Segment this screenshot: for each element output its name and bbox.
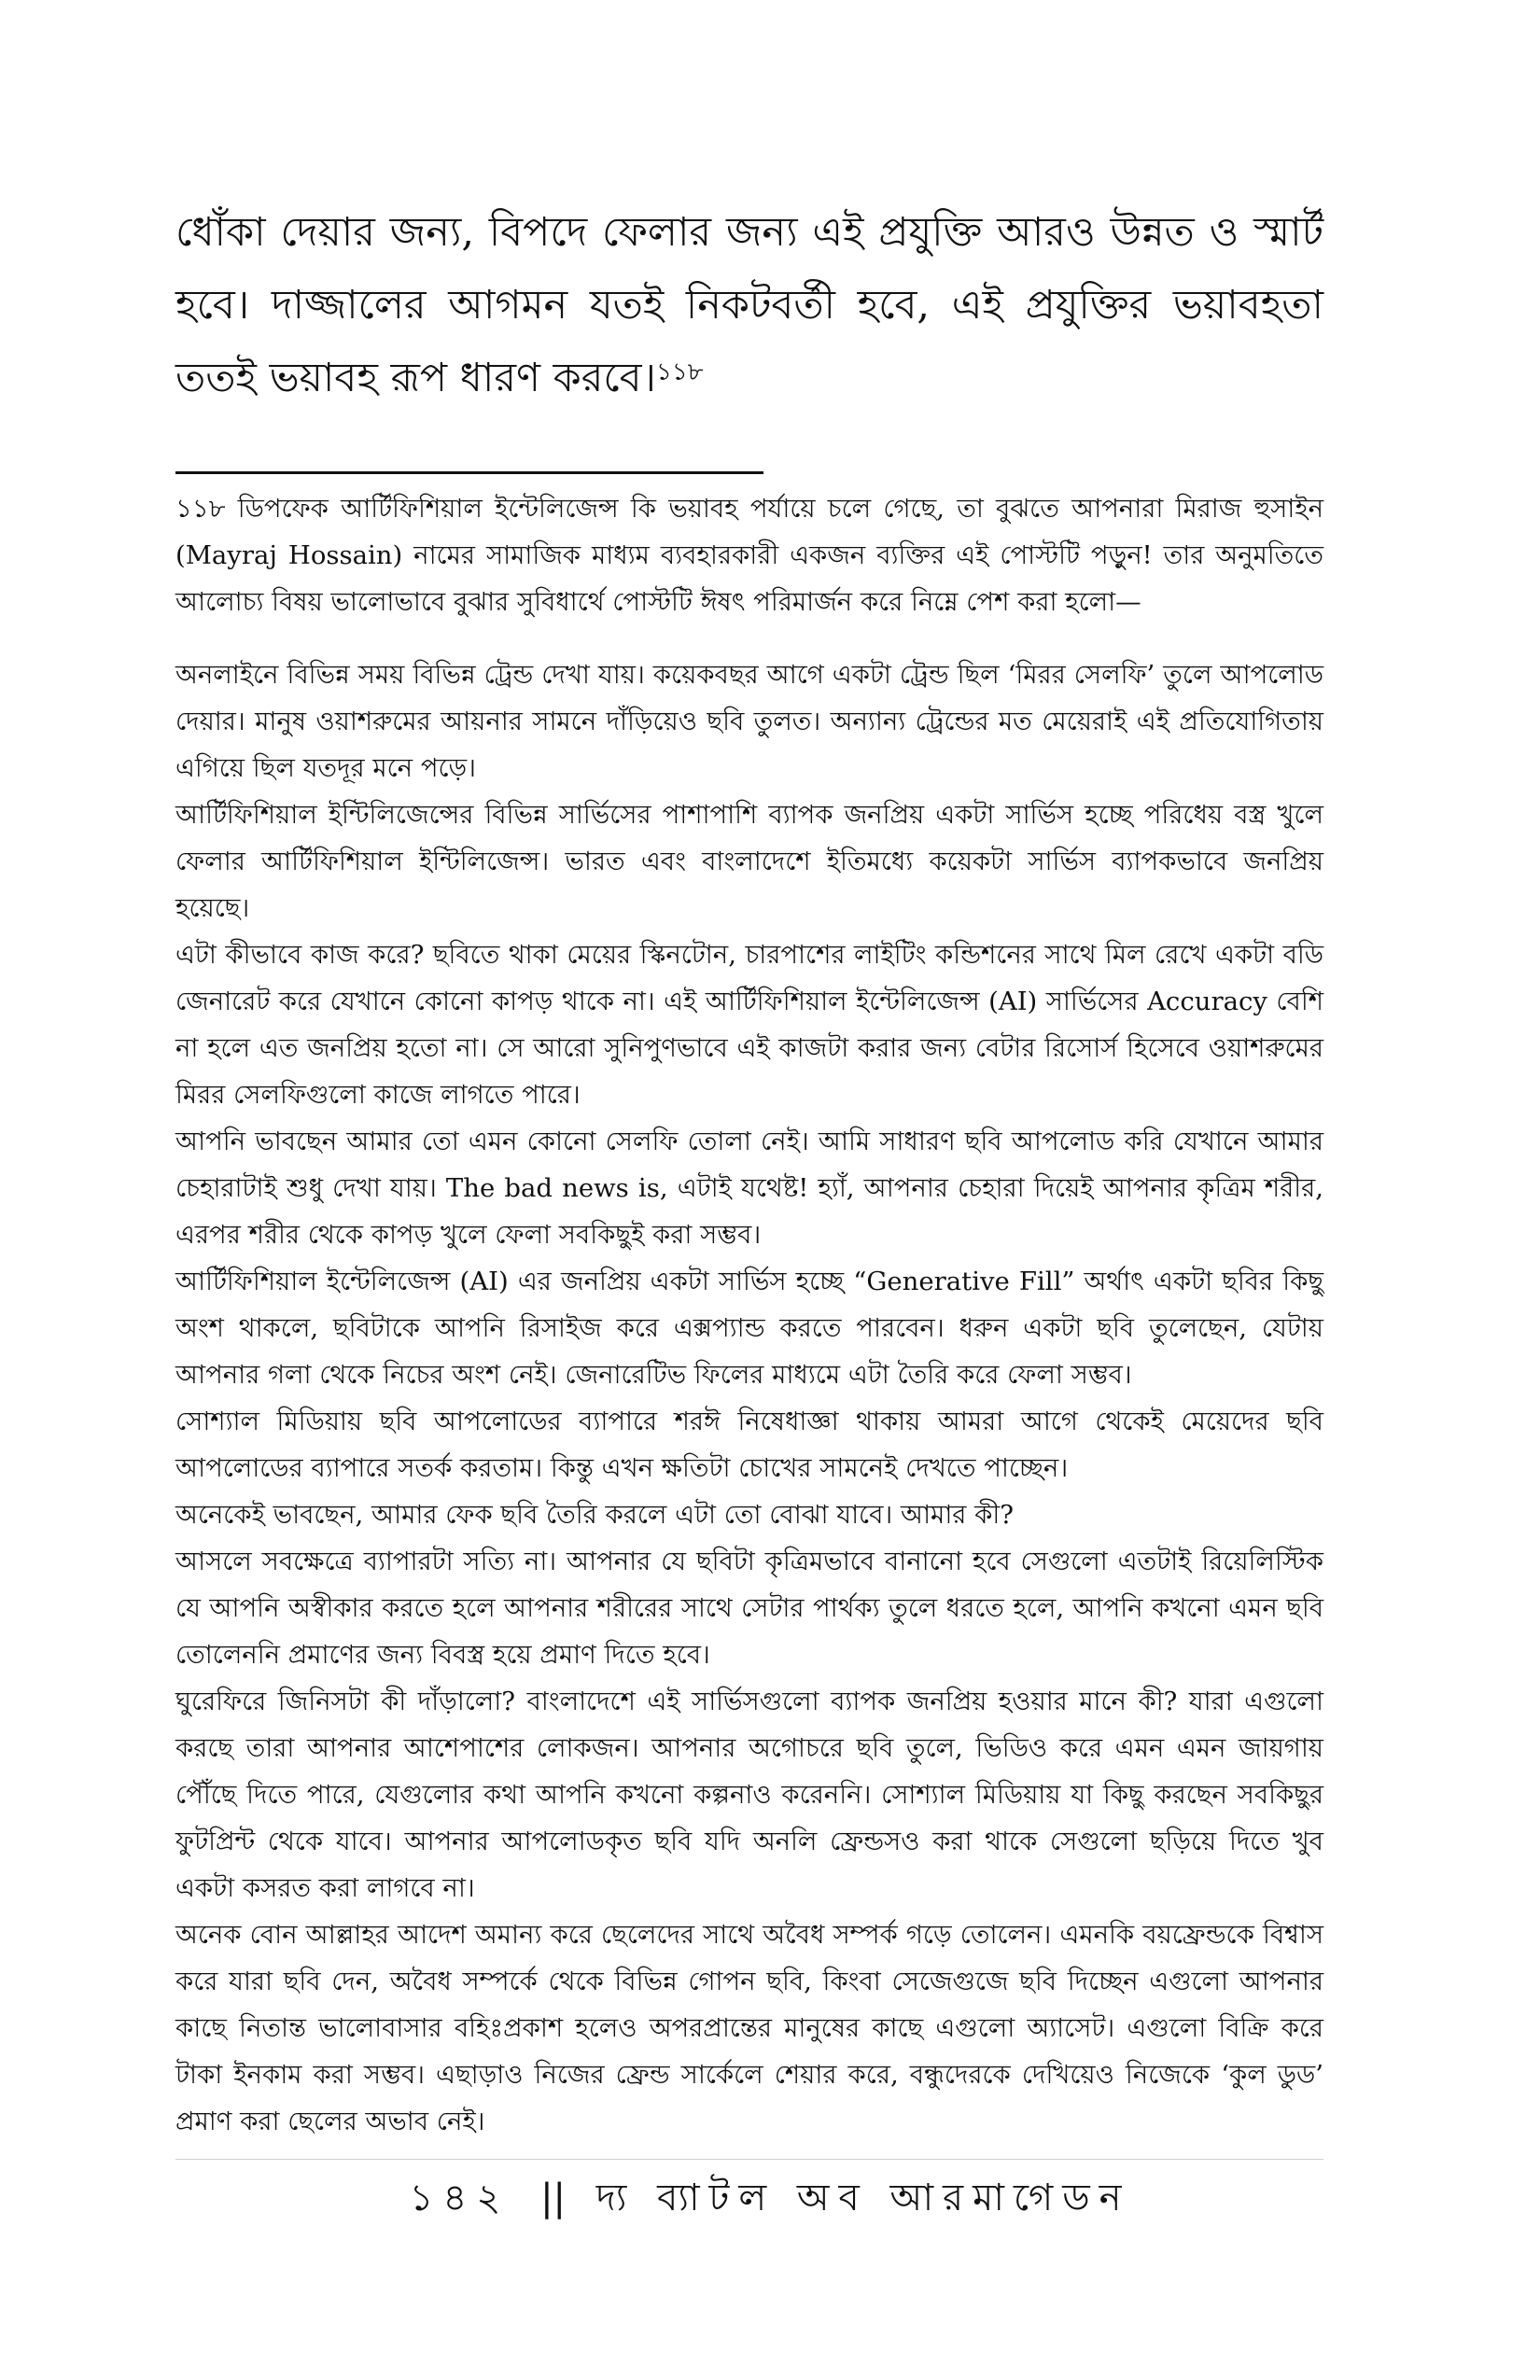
footnote-paragraph: আর্টিফিশিয়াল ইন্টেলিজেন্স (AI) এর জনপ্রিয় একটা সার্ভিস হচ্ছে “Generative Fill” অর্থাৎ একটা ছবির কিছু অংশ থাকলে, ছবিটাকে আপনি রিসাইজ করে এক্সপ্যান্ড করতে পারবেন। ধরুন একটা ছবি তুলেছেন, যেটায় আপনার গলা থেকে নিচের অংশ নেই। জেনারেটিভ ফিলের মাধ্যমে এটা তৈরি করে ফেলা সম্ভব। (175, 1267, 1323, 1390)
footer-separator: || (540, 2177, 567, 2219)
footnote-paragraph: আর্টিফিশিয়াল ইন্টিলিজেন্সের বিভিন্ন সার্ভিসের পাশাপাশি ব্যাপক জনপ্রিয় একটা সার্ভিস হচ্ছে পরিধেয় বস্ত্র খুলে ফেলার আর্টিফিশিয়াল ইন্টিলিজেন্স। ভারত এবং বাংলাদেশে ইতিমধ্যে কয়েকটা সার্ভিস ব্যাপকভাবে জনপ্রিয় হয়েছে। (175, 800, 1323, 923)
main-text: ধোঁকা দেয়ার জন্য, বিপদে ফেলার জন্য এই প্রযুক্তি আরও উন্নত ও স্মার্ট হবে। দাজ্জালের আগমন যতই নিকটবর্তী হবে, এই প্রযুক্তির ভয়াবহতা ততই ভয়াবহ রূপ ধারণ করবে। (175, 209, 1323, 401)
footer-divider (175, 2159, 1323, 2160)
footnote-paragraph: আপনি ভাবছেন আমার তো এমন কোনো সেলফি তোলা নেই। আমি সাধারণ ছবি আপলোড করি যেখানে আমার চেহারাটাই শুধু দেখা যায়। The bad news is, এটাই যথেষ্ট! হ্যাঁ, আপনার চেহারা দিয়েই আপনার কৃত্রিম শরীর, এরপর শরীর থেকে কাপড় খুলে ফেলা সবকিছুই করা সম্ভব। (175, 1127, 1323, 1250)
footnote-paragraph: এটা কীভাবে কাজ করে? ছবিতে থাকা মেয়ের স্কিনটোন, চারপাশের লাইটিং কন্ডিশনের সাথে মিল রেখে একটা বডি জেনারেট করে যেখানে কোনো কাপড় থাকে না। এই আর্টিফিশিয়াল ইন্টেলিজেন্স (AI) সার্ভিসের Accuracy বেশি না হলে এত জনপ্রিয় হতো না। সে আরো সুনিপুণভাবে এই কাজটা করার জন্য বেটার রিসোর্স হিসেবে ওয়াশরুমের মিরর সেলফিগুলো কাজে লাগতে পারে। (175, 940, 1323, 1110)
footnote-paragraph: অনেক বোন আল্লাহর আদেশ অমান্য করে ছেলেদের সাথে অবৈধ সম্পর্ক গড়ে তোলেন। এমনকি বয়ফ্রেন্ডকে বিশ্বাস করে যারা ছবি দেন, অবৈধ সম্পর্কে থেকে বিভিন্ন গোপন ছবি, কিংবা সেজেগুজে ছবি দিচ্ছেন এগুলো আপনার কাছে নিতান্ত ভালোবাসার বহিঃপ্রকাশ হলেও অপরপ্রান্তের মানুষের কাছে এগুলো অ্যাসেট। এগুলো বিক্রি করে টাকা ইনকাম করা সম্ভব। এছাড়াও নিজের ফ্রেন্ড সার্কেলে শেয়ার করে, বন্ধুদেরকে দেখিয়েও নিজেকে ‘কুল ডুড’ প্রমাণ করা ছেলের অভাব নেই। (175, 1920, 1323, 2136)
page-footer (0, 2170, 1540, 2226)
footnote-reference: ১১৮ (655, 358, 704, 386)
footnote-divider (175, 471, 763, 474)
main-paragraph (175, 196, 1323, 414)
footnote-paragraph: ঘুরেফিরে জিনিসটা কী দাঁড়ালো? বাংলাদেশে এই সার্ভিসগুলো ব্যাপক জনপ্রিয় হওয়ার মানে কী? যারা এগুলো করছে তারা আপনার আশেপাশের লোকজন। আপনার অগোচরে ছবি তুলে, ভিডিও করে এমন এমন জায়গায় পৌঁছে দিতে পারে, যেগুলোর কথা আপনি কখনো কল্পনাও করেননি। সোশ্যাল মিডিয়ায় যা কিছু করছেন সবকিছুর ফুটপ্রিন্ট থেকে যাবে। আপনার আপলোডকৃত ছবি যদি অনলি ফ্রেন্ডসও করা থাকে সেগুলো ছড়িয়ে দিতে খুব একটা কসরত করা লাগবে না। (175, 1687, 1323, 1903)
page-number: ১৪২ (409, 2177, 511, 2219)
footnote-paragraph: আসলে সবক্ষেত্রে ব্যাপারটা সত্যি না। আপনার যে ছবিটা কৃত্রিমভাবে বানানো হবে সেগুলো এতটাই রিয়েলিস্টিক যে আপনি অস্বীকার করতে হলে আপনার শরীরের সাথে সেটার পার্থক্য তুলে ধরতে হলে, আপনি কখনো এমন ছবি তোলেননি প্রমাণের জন্য বিবস্ত্র হয়ে প্রমাণ দিতে হবে। (175, 1547, 1323, 1670)
footnote-intro: ১১৮ ডিপফেক আর্টিফিশিয়াল ইন্টেলিজেন্স কি ভয়াবহ পর্যায়ে চলে গেছে, তা বুঝতে আপনারা মিরাজ হুসাইন (Mayraj Hossain) নামের সামাজিক মাধ্যম ব্যবহারকারী একজন ব্যক্তির এই পোস্টটি পড়ুন! তার অনুমতিতে আলোচ্য বিষয় ভালোভাবে বুঝার সুবিধার্থে পোস্টটি ঈষৎ পরিমার্জন করে নিম্নে পেশ করা হলো— (175, 494, 1323, 617)
footnote-paragraph: অনেকেই ভাবছেন, আমার ফেক ছবি তৈরি করলে এটা তো বোঝা যাবে। আমার কী? (175, 1500, 1015, 1530)
footnote-section (175, 485, 1323, 2145)
footnote-paragraph: অনলাইনে বিভিন্ন সময় বিভিন্ন ট্রেন্ড দেখা যায়। কয়েকবছর আগে একটা ট্রেন্ড ছিল ‘মিরর সেলফি’ তুলে আপলোড দেয়ার। মানুষ ওয়াশরুমের আয়নার সামনে দাঁড়িয়েও ছবি তুলত। অন্যান্য ট্রেন্ডের মত মেয়েরাই এই প্রতিযোগিতায় এগিয়ে ছিল যতদূর মনে পড়ে। (175, 660, 1323, 783)
footnote-paragraph: সোশ্যাল মিডিয়ায় ছবি আপলোডের ব্যাপারে শরঈ নিষেধাজ্ঞা থাকায় আমরা আগে থেকেই মেয়েদের ছবি আপলোডের ব্যাপারে সতর্ক করতাম। কিন্তু এখন ক্ষতিটা চোখের সামনেই দেখতে পাচ্ছেন। (175, 1407, 1323, 1483)
book-title: দ্য ব্যাটল অব আরমাগেডন (595, 2177, 1131, 2219)
